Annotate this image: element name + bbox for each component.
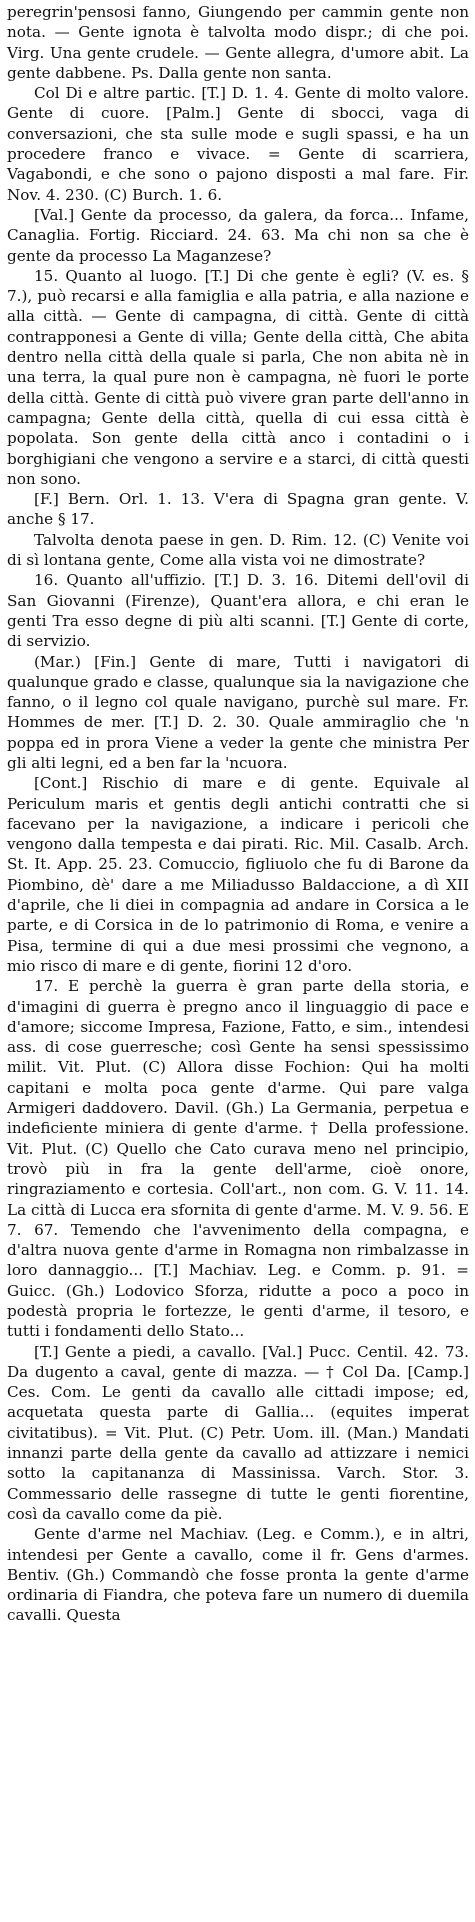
paragraph-2: Col Di e altre partic. [T.] D. 1. 4. Gente di molto valore. Gente di cuore. [Palm.] Gente di sbocci, vaga di conversazioni, che sta sulle mode e sugli spassi, e ha un procedere franco e vivace. = Gente di scarriera, Vagabondi, e che sono o pajono disposti a mal fare. Fir. Nov. 4. 230. (C) Burch. 1. 6. xyxy=(7,84,469,204)
paragraph-3: [Val.] Gente da processo, da galera, da forca... Infame, Canaglia. Fortig. Ricciard. 24. 63. Ma chi non sa che è gente da processo La Maganzese? xyxy=(7,205,469,265)
paragraph-11: [T.] Gente a piedi, a cavallo. [Val.] Pucc. Centil. 42. 73. Da dugento a caval, gente di mazza. — † Col Da. [Camp.] Ces. Com. Le genti da cavallo alle cittadi impose; ed, acquetata questa parte di Gallia... (equites imperat civitatibus). = Vit. Plut. (C) Petr. Uom. ill. (Man.) Mandati innanzi parte della gente da cavallo ad attizzare i nemici sotto la capitananza di Massinissa. Varch. Stor. 3. Commessario delle rassegne di tutte le genti fiorentine, così da cavallo come da piè. xyxy=(7,1342,469,1523)
paragraph-8: (Mar.) [Fin.] Gente di mare, Tutti i navigatori di qualunque grado e classe, qualunque sia la navigazione che fanno, o il legno col quale navigano, purchè sul mare. Fr. Hommes de mer. [T.] D. 2. 30. Quale ammiraglio che 'n poppa ed in prora Viene a veder la gente che ministra Per gli alti legni, ed a ben far la 'ncuora. xyxy=(7,652,469,772)
paragraph-12: Gente d'arme nel Machiav. (Leg. e Comm.), e in altri, intendesi per Gente a cavallo, come il fr. Gens d'armes. Bentiv. (Gh.) Commandò che fosse pronta la gente d'arme ordinaria di Fiandra, che poteva fare un numero di duemila cavalli. Questa xyxy=(7,1525,469,1625)
paragraph-1: peregrin'pensosi fanno, Giungendo per cammin gente non nota. — Gente ignota è talvolta modo dispr.; di che poi. Virg. Una gente crudele. — Gente allegra, d'umore abit. La gente dabbene. Ps. Dalla gente non santa. xyxy=(7,3,469,82)
paragraph-4: 15. Quanto al luogo. [T.] Di che gente è egli? (V. es. § 7.), può recarsi e alla famiglia e alla patria, e alla nazione e alla città. — Gente di campagna, di città. Gente di città contrapponesi a Gente di villa; Gente della città, Che abita dentro nella città della quale si parla, Che non abita nè in una terra, la qual pure non è campagna, nè fuori le porte della città. Gente di città può vivere gran parte dell'anno in campagna; Gente della città, quella di cui essa città è popolata. Son gente della città anco i contadini o i borghigiani che vengono a servire e a starci, di città questi non sono. xyxy=(7,266,469,488)
paragraph-7: 16. Quanto all'uffizio. [T.] D. 3. 16. Ditemi dell'ovil di San Giovanni (Firenze), Quant'era allora, e chi eran le genti Tra esso degne di più alti scanni. [T.] Gente di corte, di servizio. xyxy=(7,571,469,651)
paragraph-10: 17. E perchè la guerra è gran parte della storia, e d'imagini di guerra è pregno anco il linguaggio di pace e d'amore; siccome Impresa, Fazione, Fatto, e sim., intendesi ass. di cose guerresche; così Gente ha sensi spessissimo milit. Vit. Plut. (C) Allora disse Fochion: Qui ha molti capitani e molta poca gente d'arme. Qui pare valga Armigeri daddovero. Davil. (Gh.) La Germania, perpetua e indeficiente miniera di gente d'arme. † Della professione. Vit. Plut. (C) Quello che Cato curava meno nel principio, trovò più in fra la gente dell'arme, cioè onore, ringraziamento e cortesia. Coll'art., non com. G. V. 11. 14. La città di Lucca era sfornita di gente d'arme. M. V. 9. 56. E 7. 67. Temendo che l'avvenimento della compagna, e d'altra nuova gente d'arme in Romagna non rimbalzasse in loro dannaggio... [T.] Machiav. Leg. e Comm. p. 91. = Guicc. (Gh.) Lodovico Sforza, ridutte a poco a poco in podestà propria le fortezze, le genti d'arme, il tesoro, e tutti i fondamenti dello Stato... xyxy=(7,977,469,1341)
paragraph-5: [F.] Bern. Orl. 1. 13. V'era di Spagna gran gente. V. anche § 17. xyxy=(7,490,469,529)
paragraph-6: Talvolta denota paese in gen. D. Rim. 12. (C) Venite voi di sì lontana gente, Come alla vista voi ne dimostrate? xyxy=(7,530,469,570)
paragraph-9: [Cont.] Rischio di mare e di gente. Equivale al Periculum maris et gentis degli antichi contratti che si facevano per la navigazione, a indicare i pericoli che vengono dalla tempesta e dai pirati. Ric. Mil. Casalb. Arch. St. It. App. 25. 23. Comuccio, figliuolo che fu di Barone da Piombino, dè' dare a me Miliadusso Baldaccione, a dì XII d'aprile, che li diei in compagnia ad andare in Corsica a le parte, e di Corsica in de lo patrimonio di Roma, e venire a Pisa, termine di qui a due mesi prossimi che vegnono, a mio risco di mare e di gente, fiorini 12 d'oro. xyxy=(7,774,469,975)
